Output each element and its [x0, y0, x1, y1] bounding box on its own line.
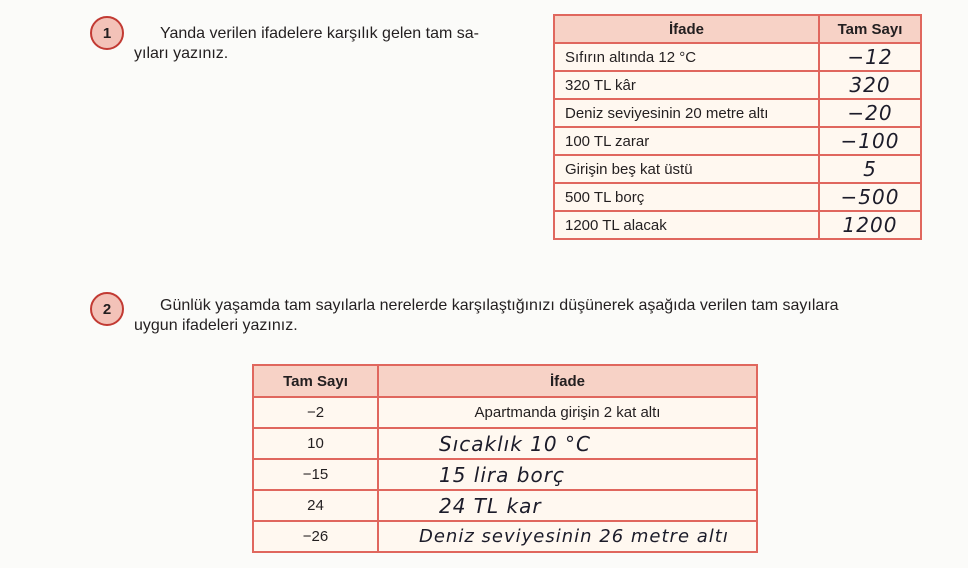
expression-cell: Apartmanda girişin 2 kat altı	[378, 397, 757, 428]
expression-cell: Sıfırın altında 12 °C	[554, 43, 819, 71]
question-2-line-2: uygun ifadeleri yazınız.	[134, 317, 298, 334]
question-number-badge	[90, 292, 124, 326]
expression-cell: Deniz seviyesinin 20 metre altı	[554, 99, 819, 127]
expression-cell: 500 TL borç	[554, 183, 819, 211]
expression-cell: 100 TL zarar	[554, 127, 819, 155]
question-number-badge	[90, 16, 124, 50]
table-header-row	[554, 15, 921, 43]
expression-cell: 320 TL kâr	[554, 71, 819, 99]
table-row	[253, 459, 757, 490]
expression-cell: 1200 TL alacak	[554, 211, 819, 239]
table-row	[253, 428, 757, 459]
answer-cell[interactable]: 15 lira borç	[378, 459, 757, 490]
question-number: 2	[102, 300, 112, 318]
table-row	[554, 127, 921, 155]
table-row	[253, 521, 757, 552]
question-1-line-1: Yanda verilen ifadelere karşılık gelen tam sa-	[160, 25, 479, 42]
table-row	[554, 99, 921, 127]
table-row	[253, 397, 757, 428]
answer-cell[interactable]: Deniz seviyesinin 26 metre altı	[378, 521, 757, 552]
table-header-row	[253, 365, 757, 397]
answer-cell[interactable]: Sıcaklık 10 °C	[378, 428, 757, 459]
answer-cell[interactable]: 320	[819, 71, 921, 99]
answer-cell[interactable]: −12	[819, 43, 921, 71]
integer-cell: −2	[253, 397, 378, 428]
answer-cell[interactable]: −20	[819, 99, 921, 127]
column-header-expression: İfade	[554, 15, 819, 43]
question-2-text	[134, 296, 940, 336]
table-row	[554, 183, 921, 211]
column-header-expression: İfade	[378, 365, 757, 397]
question-1-text	[134, 24, 540, 64]
question-1-line-2: yıları yazınız.	[134, 45, 229, 62]
answer-cell[interactable]: 24 TL kar	[378, 490, 757, 521]
answer-cell[interactable]: −100	[819, 127, 921, 155]
column-header-integer: Tam Sayı	[819, 15, 921, 43]
question-1-table	[553, 14, 922, 240]
integer-cell: 10	[253, 428, 378, 459]
integer-cell: 24	[253, 490, 378, 521]
answer-cell[interactable]: −500	[819, 183, 921, 211]
question-2-table	[252, 364, 758, 553]
answer-cell[interactable]: 1200	[819, 211, 921, 239]
column-header-integer: Tam Sayı	[253, 365, 378, 397]
integer-cell: −15	[253, 459, 378, 490]
table-row	[554, 155, 921, 183]
expression-cell: Girişin beş kat üstü	[554, 155, 819, 183]
table-row	[554, 71, 921, 99]
table-row	[554, 43, 921, 71]
table-row	[253, 490, 757, 521]
question-2-line-1: Günlük yaşamda tam sayılarla nerelerde karşılaştığınızı düşünerek aşağıda verilen tam sayılara	[160, 297, 839, 314]
question-number: 1	[102, 24, 112, 42]
answer-cell[interactable]: 5	[819, 155, 921, 183]
table-row	[554, 211, 921, 239]
integer-cell: −26	[253, 521, 378, 552]
